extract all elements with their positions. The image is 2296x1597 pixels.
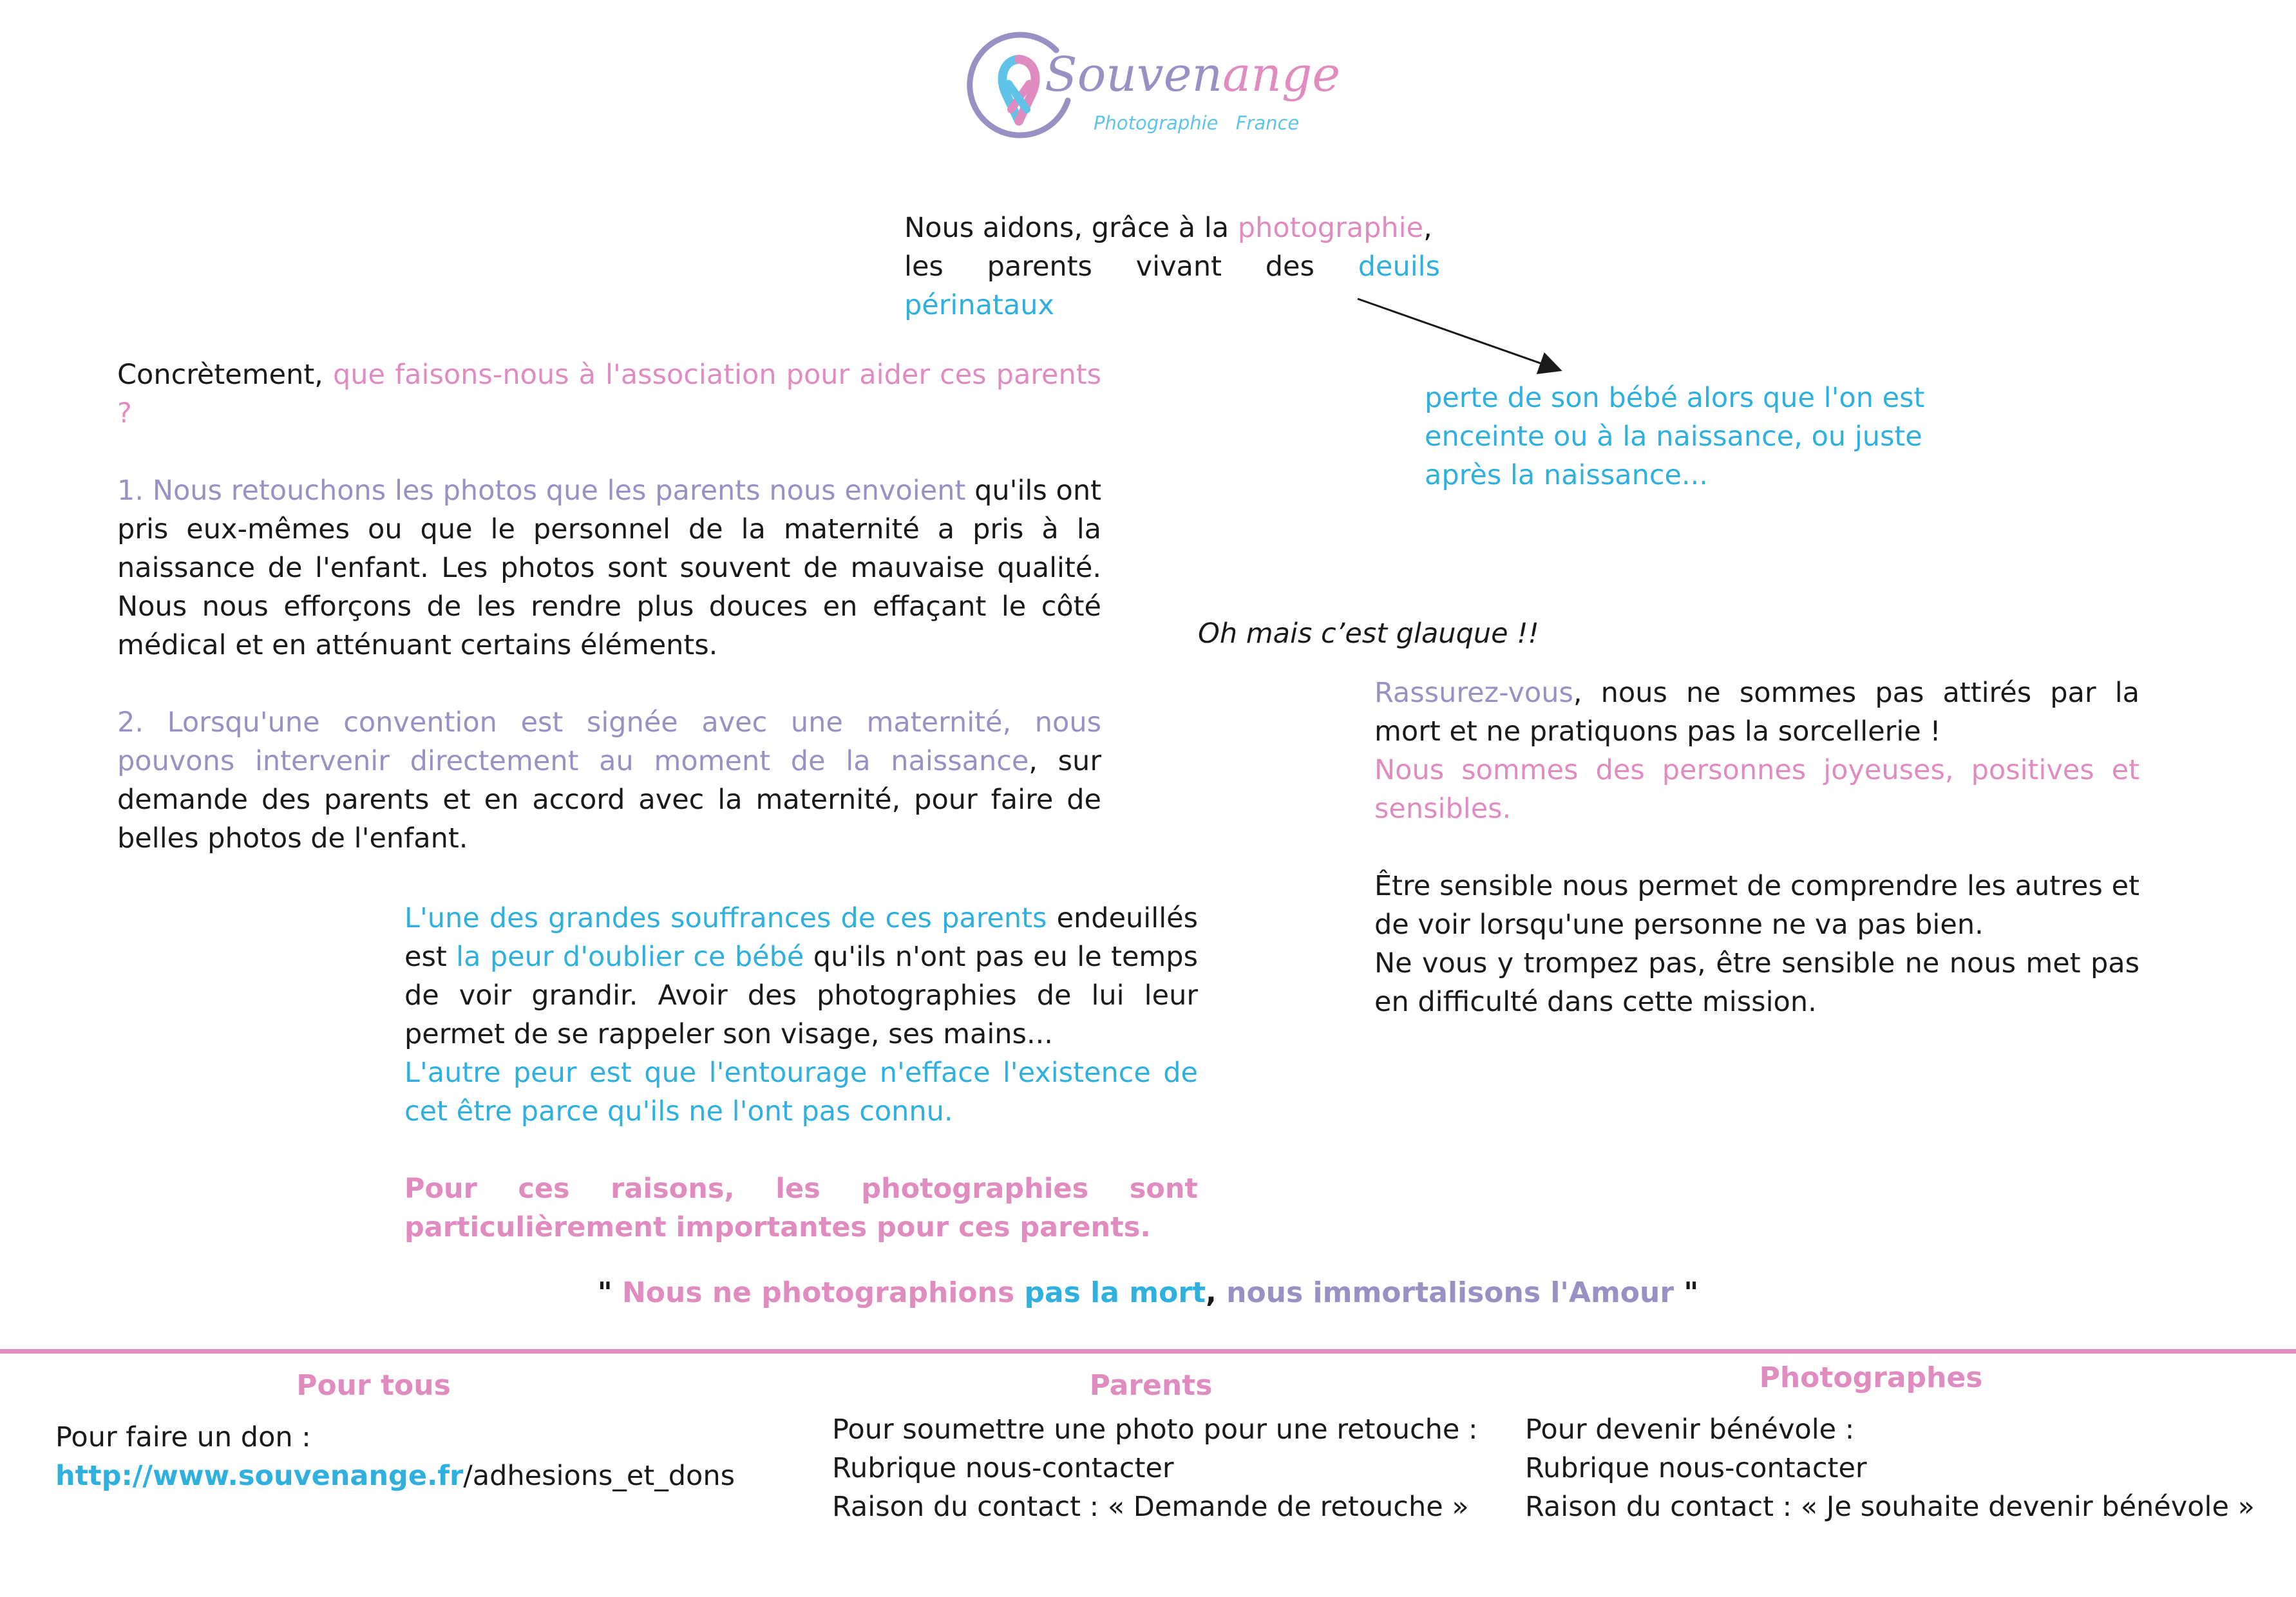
footer-column-pour-tous: Pour faire un don : http://www.souvenange.fr/adhesions_et_dons (55, 1421, 735, 1492)
logo-subtitle: Photographie France (1094, 112, 1300, 134)
motto: " Nous ne photographions pas la mort, nous immortalisons l'Amour " (597, 1276, 1699, 1309)
footer-divider (0, 1349, 2296, 1354)
footer-title-photographes: Photographes (1759, 1361, 1983, 1394)
arrow-icon (1340, 290, 1571, 380)
footer-title-parents: Parents (1089, 1369, 1213, 1402)
intro-text: Nous aidons, grâce à la photographie, les parents vivant des deuils périnataux (904, 212, 1440, 321)
objection-text: Oh mais c’est glauque !! (1198, 618, 1539, 650)
donation-link[interactable]: http://www.souvenange.fr/adhesions_et_dons (55, 1460, 735, 1492)
concretement-point-1: 1. Nous retouchons les photos que les parents nous envoient qu'ils ont pris eux-mêmes ou que le personnel de la maternité a pris à la naissance de l'enfant. Les photos sont souvent de mauvaise qualité. Nous nous efforçons de les rendre plus douces en effaçant le côté médical et en atténuant certains éléments. (117, 475, 1101, 661)
reassure-section: Rassurez-vous, nous ne sommes pas attirés par la mort et ne pratiquons pas la sorcellerie ! Nous sommes des personnes joyeuses, positives et sensibles. Être sensible nous permet de comprendre les autres et de voir lorsqu'une personne ne va pas bien. Ne vous y trompez pas, être sensible ne nous met pas en difficulté dans cette mission. (1374, 677, 2139, 1018)
logo-wordmark: Souvenange (1045, 47, 1341, 102)
footer-column-photographes: Pour devenir bénévole : Rubrique nous-contacter Raison du contact : « Je souhaite devenir bénévole » (1525, 1413, 2255, 1523)
logo (960, 24, 1341, 153)
footer-title-pour-tous: Pour tous (296, 1369, 451, 1402)
highlight-photographie: photographie (1237, 212, 1424, 244)
concretement-section (117, 355, 1101, 858)
definition-text: perte de son bébé alors que l'on est enceinte ou à la naissance, ou juste après la naissance... (1425, 382, 1925, 491)
highlight-deuils-perinataux: deuils périnataux (904, 250, 1440, 321)
concretement-question: Concrètement, que faisons-nous à l'association pour aider ces parents ? (117, 359, 1101, 430)
footer-column-parents: Pour soumettre une photo pour une retouche : Rubrique nous-contacter Raison du contact : « Demande de retouche » (832, 1413, 1478, 1523)
concretement-point-2: 2. Lorsqu'une convention est signée avec une maternité, nous pouvons intervenir directement au moment de la naissance, sur demande des parents et en accord avec la maternité, pour faire de belles photos de l'enfant. (117, 706, 1101, 855)
suffering-section: L'une des grandes souffrances de ces parents endeuillés est la peur d'oublier ce bébé qu'ils n'ont pas eu le temps de voir grandir. Avoir des photographies de lui leur permet de se rappeler son visage, ses mains... L'autre peur est que l'entourage n'efface l'existence de cet être parce qu'ils ne l'ont pas connu. Pour ces raisons, les photographies sont particulièrement importantes pour ces parents. (404, 902, 1199, 1243)
